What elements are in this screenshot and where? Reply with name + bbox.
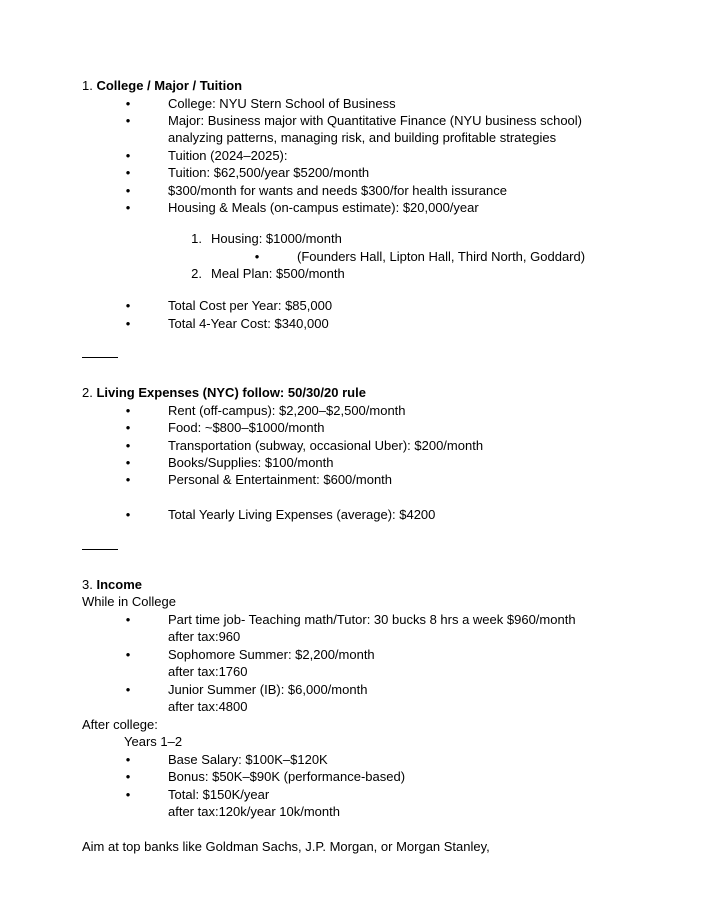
list-item: Food: ~$800–$1000/month (168, 420, 325, 435)
section-title: College / Major / Tuition (96, 78, 243, 93)
bullet-icon: • (125, 200, 131, 215)
bullet-icon: • (125, 507, 131, 522)
bullet-icon: • (125, 455, 131, 470)
section-title: Living Expenses (NYC) follow: 50/30/20 rule (96, 385, 366, 400)
subheading-while-in-college: While in College (82, 594, 176, 609)
section-divider (82, 549, 118, 550)
list-item: College: NYU Stern School of Business (168, 96, 396, 111)
years-label: Years 1–2 (124, 734, 183, 749)
list-item-total: Total Yearly Living Expenses (average): $4200 (168, 507, 436, 522)
bullet-icon: • (125, 472, 131, 487)
list-item: Sophomore Summer: $2,200/month (168, 647, 375, 662)
aim-paragraph: Aim at top banks like Goldman Sachs, J.P. Morgan, or Morgan Stanley, (82, 839, 490, 854)
numbered-item: Meal Plan: $500/month (211, 266, 345, 281)
bullet-icon: • (125, 787, 131, 802)
section-divider (82, 357, 118, 358)
bullet-icon: • (125, 752, 131, 767)
bullet-icon: • (125, 165, 131, 180)
bullet-icon: • (125, 769, 131, 784)
bullet-icon: • (125, 403, 131, 418)
after-tax-note: after tax:1760 (168, 664, 248, 679)
bullet-icon: • (125, 113, 131, 128)
section-title: Income (96, 577, 142, 592)
list-item: Base Salary: $100K–$120K (168, 752, 328, 767)
section-number: 1. (82, 78, 93, 93)
section-heading-income (82, 576, 142, 593)
list-item: $300/month for wants and needs $300/for health issurance (168, 183, 507, 198)
bullet-icon: • (125, 316, 131, 331)
bullet-icon: • (254, 249, 260, 264)
list-item: Total Cost per Year: $85,000 (168, 298, 333, 313)
section-number: 3. (82, 577, 93, 592)
list-item: Bonus: $50K–$90K (performance-based) (168, 769, 406, 784)
list-item: Major: Business major with Quantitative Finance (NYU business school) (168, 113, 583, 128)
list-item: Part time job- Teaching math/Tutor: 30 bucks 8 hrs a week $960/month (168, 612, 576, 627)
after-tax-note: after tax:960 (168, 629, 241, 644)
bullet-icon: • (125, 420, 131, 435)
list-item: Total: $150K/year (168, 787, 270, 802)
bullet-icon: • (125, 183, 131, 198)
bullet-icon: • (125, 682, 131, 697)
list-item: Tuition (2024–2025): (168, 148, 288, 163)
list-item: Tuition: $62,500/year $5200/month (168, 165, 370, 180)
subheading-after-college: After college: (82, 717, 158, 732)
section-heading-college (82, 77, 242, 94)
list-item: Total 4-Year Cost: $340,000 (168, 316, 329, 331)
list-item: Rent (off-campus): $2,200–$2,500/month (168, 403, 406, 418)
bullet-icon: • (125, 148, 131, 163)
sub-bullet-item: (Founders Hall, Lipton Hall, Third North, Goddard) (297, 249, 586, 264)
after-tax-note: after tax:4800 (168, 699, 248, 714)
section-heading-living (82, 384, 366, 401)
numbered-marker: 1. (191, 231, 202, 246)
section-number: 2. (82, 385, 93, 400)
numbered-marker: 2. (191, 266, 202, 281)
numbered-item: Housing: $1000/month (211, 231, 342, 246)
list-item-continuation: analyzing patterns, managing risk, and building profitable strategies (168, 130, 557, 145)
bullet-icon: • (125, 298, 131, 313)
bullet-icon: • (125, 438, 131, 453)
list-item: Transportation (subway, occasional Uber): $200/month (168, 438, 484, 453)
list-item: Personal & Entertainment: $600/month (168, 472, 393, 487)
list-item: Junior Summer (IB): $6,000/month (168, 682, 368, 697)
bullet-icon: • (125, 647, 131, 662)
list-item: Housing & Meals (on-campus estimate): $20,000/year (168, 200, 479, 215)
bullet-icon: • (125, 612, 131, 627)
list-item: Books/Supplies: $100/month (168, 455, 334, 470)
after-tax-note: after tax:120k/year 10k/month (168, 804, 340, 819)
bullet-icon: • (125, 96, 131, 111)
